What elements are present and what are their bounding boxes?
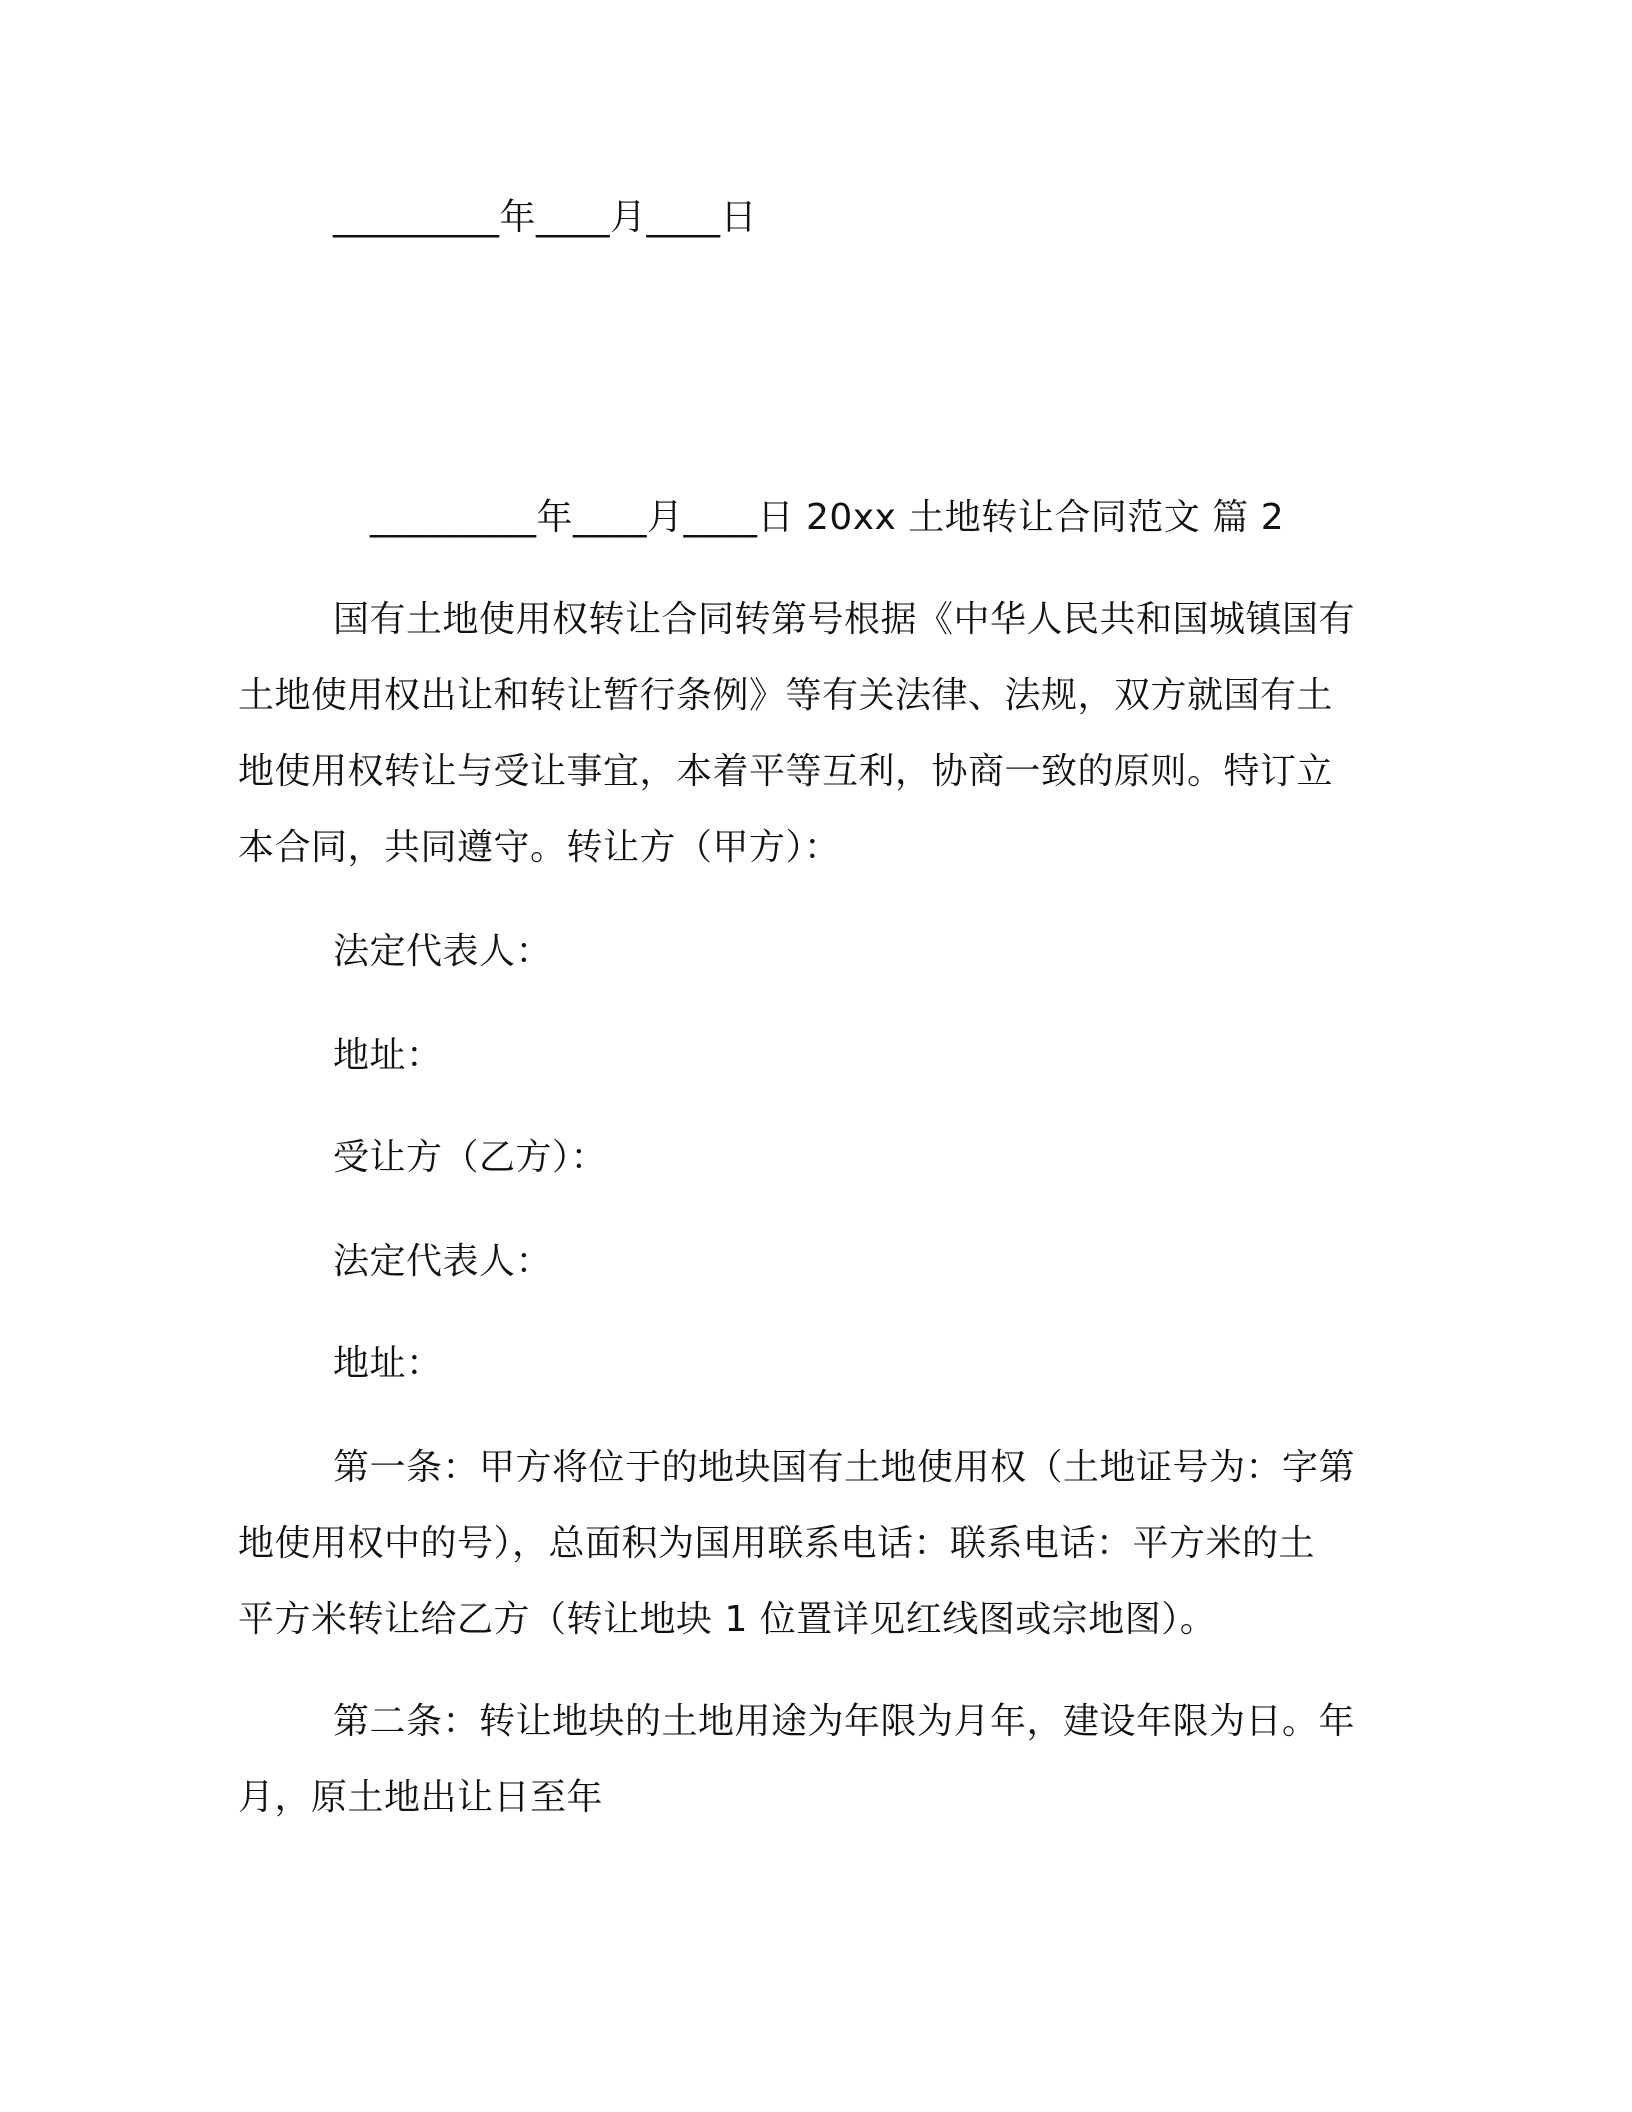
intro-paragraph-line: 地使用权转让与受让事宜，本着平等互利，协商一致的原则。特订立 <box>238 751 1334 792</box>
intro-paragraph-line: 国有土地使用权转让合同转第号根据《中华人民共和国城镇国有 <box>333 599 1356 640</box>
date-line: _________年____月____日 <box>333 197 757 238</box>
document-heading: _________年____月____日 20xx 土地转让合同范文 篇 2 <box>370 497 1285 538</box>
field-transferee: 受让方（乙方）： <box>333 1137 608 1178</box>
article-1-line: 平方米转让给乙方（转让地块 1 位置详见红线图或宗地图）。 <box>238 1599 1217 1640</box>
field-legal-representative-a: 法定代表人： <box>333 931 553 972</box>
article-1-line: 地使用权中的号），总面积为国用联系电话：联系电话：平方米的土 <box>238 1523 1316 1564</box>
field-address-b: 地址： <box>333 1343 443 1384</box>
intro-paragraph-line: 土地使用权出让和转让暂行条例》等有关法律、法规，双方就国有土 <box>238 675 1334 716</box>
field-legal-representative-b: 法定代表人： <box>333 1241 553 1282</box>
article-2-line: 月，原土地出让日至年 <box>238 1777 604 1818</box>
article-2-line: 第二条：转让地块的土地用途为年限为月年，建设年限为日。年 <box>333 1701 1356 1742</box>
intro-paragraph-line: 本合同，共同遵守。转让方（甲方）： <box>238 827 841 868</box>
field-address-a: 地址： <box>333 1035 443 1076</box>
article-1-line: 第一条：甲方将位于的地块国有土地使用权（土地证号为：字第 <box>333 1447 1356 1488</box>
